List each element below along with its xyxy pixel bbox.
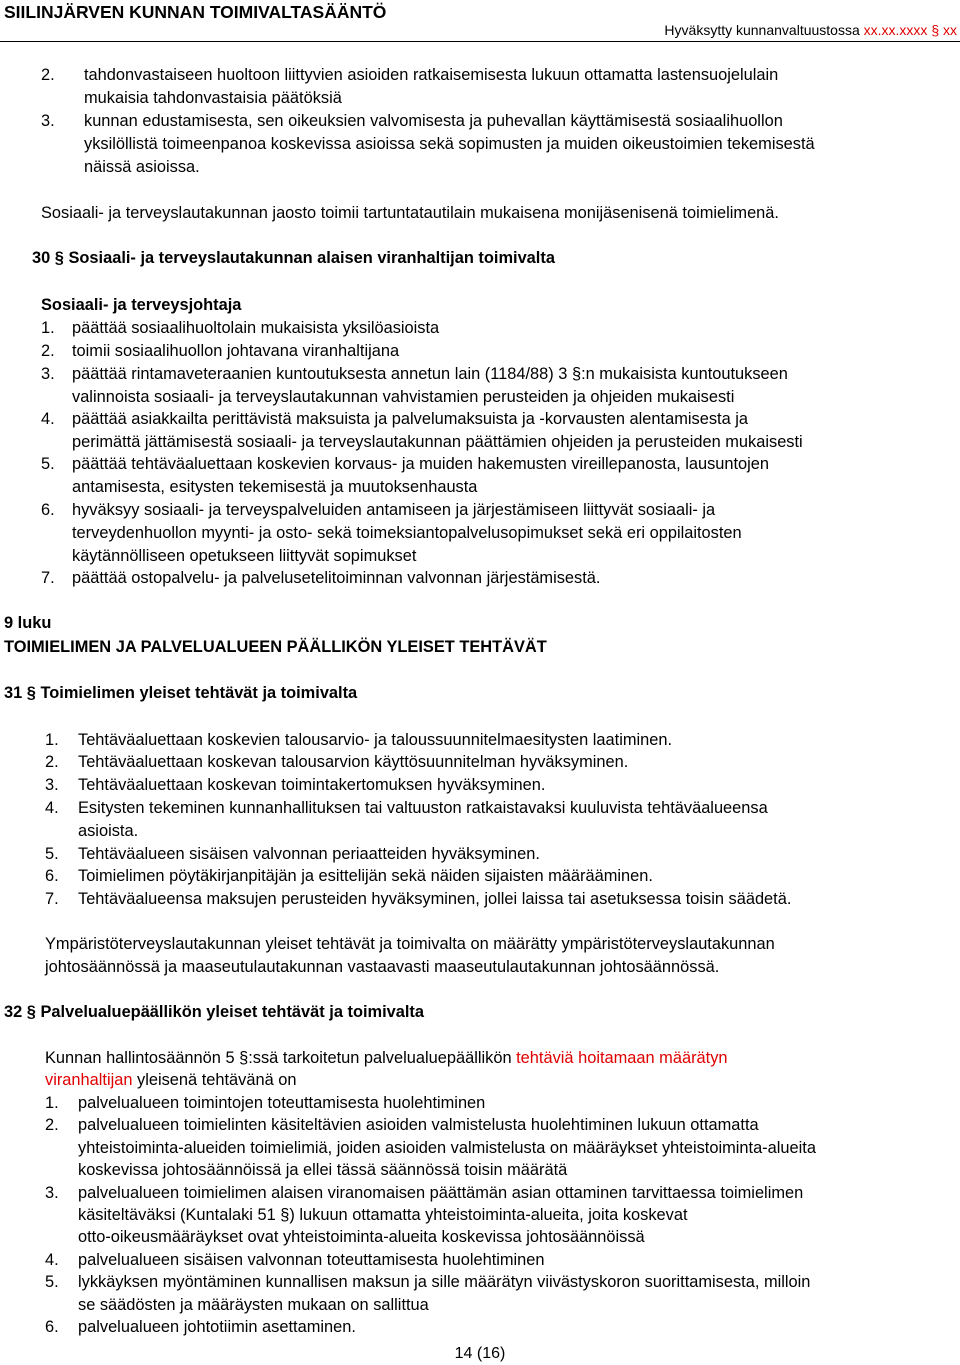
list-number: 6. xyxy=(45,867,59,885)
list-number: 4. xyxy=(45,1251,59,1269)
page-number: 14 (16) xyxy=(454,1345,506,1362)
list-item-line: kunnan edustamisesta, sen oikeuksien valvomisesta ja puhevallan käyttämisestä sosiaalihuollon xyxy=(84,112,783,130)
list-number: 7. xyxy=(41,569,55,587)
list-item-line: päättää ostopalvelu- ja palvelusetelitoiminnan valvonnan järjestämisestä. xyxy=(72,569,601,587)
list-item-line: palvelualueen sisäisen valvonnan toteuttamisesta huolehtiminen xyxy=(78,1251,545,1269)
list-item-line: Tehtäväaluettaan koskevan toimintakertomuksen hyväksyminen. xyxy=(78,776,546,794)
section-symbol: § xyxy=(54,249,64,267)
section-32-intro-line xyxy=(45,1047,728,1069)
section-30-heading xyxy=(32,247,555,269)
list-number: 3. xyxy=(45,1184,59,1202)
section-symbol: § xyxy=(26,1003,36,1021)
list-number: 5. xyxy=(45,845,59,863)
list-number: 1. xyxy=(41,319,55,337)
intro-highlight: tehtäviä hoitamaan määrätyn xyxy=(516,1049,728,1067)
approval-note xyxy=(664,22,957,38)
list-item-line: tahdonvastaiseen huoltoon liittyvien asioiden ratkaisemisesta lukuun ottamatta lastensuojelulain xyxy=(84,66,779,84)
list-item-line: Tehtäväaluettaan koskevien talousarvio- ja taloussuunnitelmaesitysten laatiminen. xyxy=(78,731,673,749)
section-32-heading xyxy=(4,1001,424,1023)
list-item-line: käytännölliseen opetukseen liittyvät sopimukset xyxy=(72,547,417,565)
list-number: 3. xyxy=(41,112,55,130)
chapter-label: 9 luku xyxy=(4,614,52,632)
approval-suffix: xx xyxy=(943,22,957,38)
section-31-note-line: johtosäännössä ja maaseutulautakunnan vastaavasti maaseutulautakunnan johtosäännössä. xyxy=(45,958,720,976)
list-number: 7. xyxy=(45,890,59,908)
list-item-line: terveydenhuollon myynti- ja osto- sekä toimeksiantopalvelusopimukset sekä eri oppilaitosten xyxy=(72,524,742,542)
list-number: 3. xyxy=(41,365,55,383)
list-item-line: palvelualueen toimintojen toteuttamisesta huolehtiminen xyxy=(78,1094,486,1112)
section-number: 30 xyxy=(32,249,51,267)
list-item-line: päättää rintamaveteraanien kuntoutuksesta annetun lain (1184/88) 3 §:n mukaisista kuntoutukseen xyxy=(72,365,788,383)
list-number: 1. xyxy=(45,1094,59,1112)
list-item-line: palvelualueen toimielinten käsiteltävien asioiden valmistelusta huolehtiminen lukuun ottamatta xyxy=(78,1116,759,1134)
list-item-line: se säädösten ja määräysten mukaan on sallittua xyxy=(78,1296,429,1314)
list-item-line: päättää asiakkailta perittävistä maksuista ja palvelumaksuista ja -korvausten alentamisesta ja xyxy=(72,410,748,428)
list-item-line: päättää tehtäväaluettaan koskevien korvaus- ja muiden hakemusten vireillepanosta, lausuntojen xyxy=(72,455,770,473)
section-number: 32 xyxy=(4,1003,23,1021)
intro-text: yleisenä tehtävänä on xyxy=(132,1071,297,1089)
list-number: 3. xyxy=(45,776,59,794)
list-number: 2. xyxy=(41,66,55,84)
list-item-line: perimättä jättämisestä sosiaali- ja terveyslautakunnan päättämien ohjeiden ja perusteiden mukaisesti xyxy=(72,433,803,451)
approval-section-symbol: § xyxy=(931,22,940,38)
section-31-heading xyxy=(4,682,357,704)
section-32-intro-line xyxy=(45,1069,297,1091)
section-title: Palvelualuepäällikön yleiset tehtävät ja toimivalta xyxy=(40,1003,424,1021)
list-item-line: Tehtäväaluettaan koskevan talousarvion käyttösuunnitelman hyväksyminen. xyxy=(78,753,629,771)
jaosto-paragraph: Sosiaali- ja terveyslautakunnan jaosto toimii tartuntatautilain mukaisena monijäsenisenä toimielimenä. xyxy=(41,204,779,222)
list-item-line: käsiteltäväksi (Kuntalaki 51 §) lukuun ottamatta yhteistoiminta-alueita, joita koskevat xyxy=(78,1206,688,1224)
section-31-note-line: Ympäristöterveyslautakunnan yleiset tehtävät ja toimivalta on määrätty ympäristöterveyslautakunnan xyxy=(45,935,775,953)
page-header xyxy=(0,0,960,40)
list-item-line: näissä asioissa. xyxy=(84,158,200,176)
list-item-line: Toimielimen pöytäkirjanpitäjän ja esittelijän sekä näiden sijaisten määrääminen. xyxy=(78,867,653,885)
list-number: 2. xyxy=(41,342,55,360)
list-item-line: päättää sosiaalihuoltolain mukaisista yksilöasioista xyxy=(72,319,440,337)
list-number: 2. xyxy=(45,1116,59,1134)
intro-highlight: viranhaltijan xyxy=(45,1071,133,1089)
list-number: 5. xyxy=(41,455,55,473)
approval-prefix: Hyväksytty kunnanvaltuustossa xyxy=(664,22,860,38)
list-item-line: Tehtäväalueen sisäisen valvonnan periaatteiden hyväksyminen. xyxy=(78,845,540,863)
list-item-line: palvelualueen johtotiimin asettaminen. xyxy=(78,1318,356,1336)
list-item-line: valinnoista sosiaali- ja terveyslautakunnan vahvistamien perusteiden ja ohjeiden mukaisesti xyxy=(72,388,735,406)
list-item-line: toimii sosiaalihuollon johtavana viranhaltijana xyxy=(72,342,400,360)
list-number: 1. xyxy=(45,731,59,749)
header-divider xyxy=(0,41,960,42)
section-symbol: § xyxy=(26,684,36,702)
list-item-line: lykkäyksen myöntäminen kunnallisen maksun ja sille määrätyn viivästyskoron suorittamisesta, milloin xyxy=(78,1273,811,1291)
intro-text: Kunnan hallintosäännön 5 §:ssä tarkoitetun palvelualuepäällikön xyxy=(45,1049,517,1067)
list-item-line: asioista. xyxy=(78,822,139,840)
list-number: 6. xyxy=(41,501,55,519)
chapter-title: TOIMIELIMEN JA PALVELUALUEEN PÄÄLLIKÖN YLEISET TEHTÄVÄT xyxy=(4,638,547,656)
section-title: Toimielimen yleiset tehtävät ja toimivalta xyxy=(40,684,358,702)
list-number: 6. xyxy=(45,1318,59,1336)
list-number: 2. xyxy=(45,753,59,771)
list-item-line: palvelualueen toimielimen alaisen viranomaisen päättämän asian ottaminen tarvittaessa toimielimen xyxy=(78,1184,804,1202)
section-title: Sosiaali- ja terveyslautakunnan alaisen viranhaltijan toimivalta xyxy=(68,249,555,267)
list-item-line: otto-oikeusmääräykset ovat yhteistoiminta-alueita koskevissa johtosäännöissä xyxy=(78,1228,645,1246)
list-item-line: Tehtäväalueensa maksujen perusteiden hyväksyminen, jollei laissa tai asetuksessa toisin säädetä. xyxy=(78,890,792,908)
list-item-line: koskevissa johtosäännöissä ja ellei tässä säännössä toisin määrätä xyxy=(78,1161,568,1179)
list-item-line: yhteistoiminta-alueiden toimielimiä, joiden asioiden valmistelusta on määräykset yhteistoiminta-alueita xyxy=(78,1139,816,1157)
list-item-line: yksilöllistä toimeenpanoa koskevissa asioissa sekä sopimusten ja muiden oikeustoimien tekemisestä xyxy=(84,135,815,153)
list-number: 4. xyxy=(45,799,59,817)
approval-date: xx.xx.xxxx xyxy=(863,22,928,38)
section-number: 31 xyxy=(4,684,23,702)
section-30-subtitle: Sosiaali- ja terveysjohtaja xyxy=(41,296,242,314)
document-title: SIILINJÄRVEN KUNNAN TOIMIVALTASÄÄNTÖ xyxy=(4,2,387,22)
list-item-line: mukaisia tahdonvastaisia päätöksiä xyxy=(84,89,342,107)
list-item-line: Esitysten tekeminen kunnanhallituksen tai valtuuston ratkaistavaksi kuuluvista tehtäväalueensa xyxy=(78,799,768,817)
list-number: 5. xyxy=(45,1273,59,1291)
list-number: 4. xyxy=(41,410,55,428)
list-item-line: hyväksyy sosiaali- ja terveyspalveluiden antamiseen ja järjestämiseen liittyvät sosiaali- ja xyxy=(72,501,716,519)
list-item-line: antamisesta, esitysten tekemisestä ja muutoksenhausta xyxy=(72,478,478,496)
